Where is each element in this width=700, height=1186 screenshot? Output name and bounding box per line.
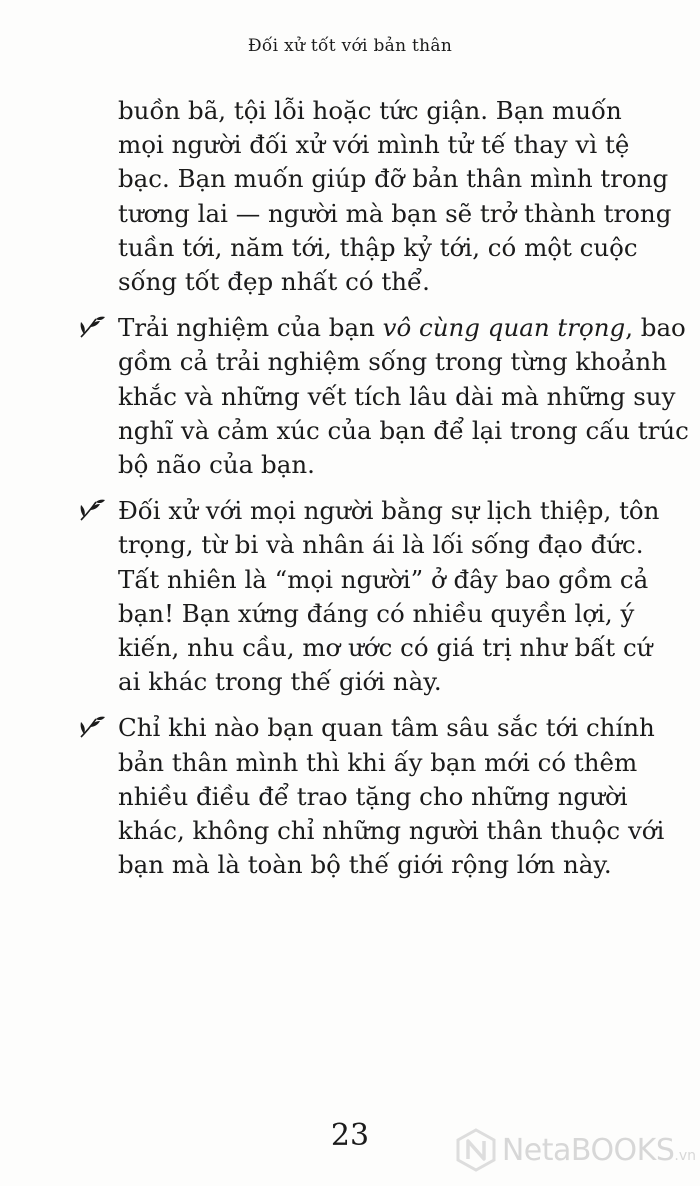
text-run: Trải nghiệm của bạn [118,313,383,343]
text-line: sống tốt đẹp nhất có thể. [118,267,430,297]
text-line: bạn! Bạn xứng đáng có nhiều quyền lợi, ý [118,598,635,628]
text-run: , bao [625,313,686,343]
running-header: Đối xử tốt với bản thân [247,36,453,56]
paragraph-continuation [118,94,672,299]
text-line: Tất nhiên là “mọi người” ở đây bao gồm cả [118,564,649,594]
text-line: khác, không chỉ những người thân thuộc với [118,816,665,846]
text-line: khắc và những vết tích lâu dài mà những suy [118,381,676,411]
watermark-logo [456,1128,696,1172]
leaf-sprig-icon [78,496,108,522]
text-line: nghĩ và cảm xúc của bạn để lại trong cấu trúc [118,415,689,445]
text-line: bản thân mình thì khi ấy bạn mới có thêm [118,747,638,777]
leaf-sprig-icon [78,713,108,739]
bullet-paragraph [118,494,660,699]
text-line: tuần tới, năm tới, thập kỷ tới, có một cuộc [118,232,638,262]
text-line: bộ não của bạn. [118,450,315,480]
bullet-paragraph [118,311,689,482]
watermark-text [502,1133,696,1168]
text-line: nhiều điều để trao tặng cho những người [118,781,628,811]
text-line: buồn bã, tội lỗi hoặc tức giận. Bạn muốn [118,96,622,125]
body-text [118,94,689,894]
emphasis-text: vô cùng quan trọng [382,313,626,343]
text-line: trọng, từ bi và nhân ái là lối sống đạo đức. [118,530,644,560]
text-line [118,311,686,345]
text-line: tương lai — người mà bạn sẽ trở thành trong [118,198,672,228]
text-line: bạn mà là toàn bộ thế giới rộng lớn này. [118,850,612,880]
text-line: gồm cả trải nghiệm sống trong từng khoảnh [118,347,667,377]
text-line: ai khác trong thế giới này. [118,667,442,697]
watermark-suffix: .vn [674,1147,696,1164]
text-line: bạc. Bạn muốn giúp đỡ bản thân mình trong [118,164,669,194]
text-line: Chỉ khi nào bạn quan tâm sâu sắc tới chính [118,713,655,743]
text-line: mọi người đối xử với mình tử tế thay vì tệ [118,130,630,160]
page-number: 23 [330,1118,370,1153]
leaf-sprig-icon [78,313,108,339]
text-line: Đối xử với mọi người bằng sự lịch thiệp, tôn [118,496,660,526]
netabooks-logo-icon [456,1128,496,1172]
text-line: kiến, nhu cầu, mơ ước có giá trị như bất cứ [118,633,653,663]
watermark-brand: NetaBOOKS [501,1132,675,1168]
bullet-paragraph [118,711,665,882]
